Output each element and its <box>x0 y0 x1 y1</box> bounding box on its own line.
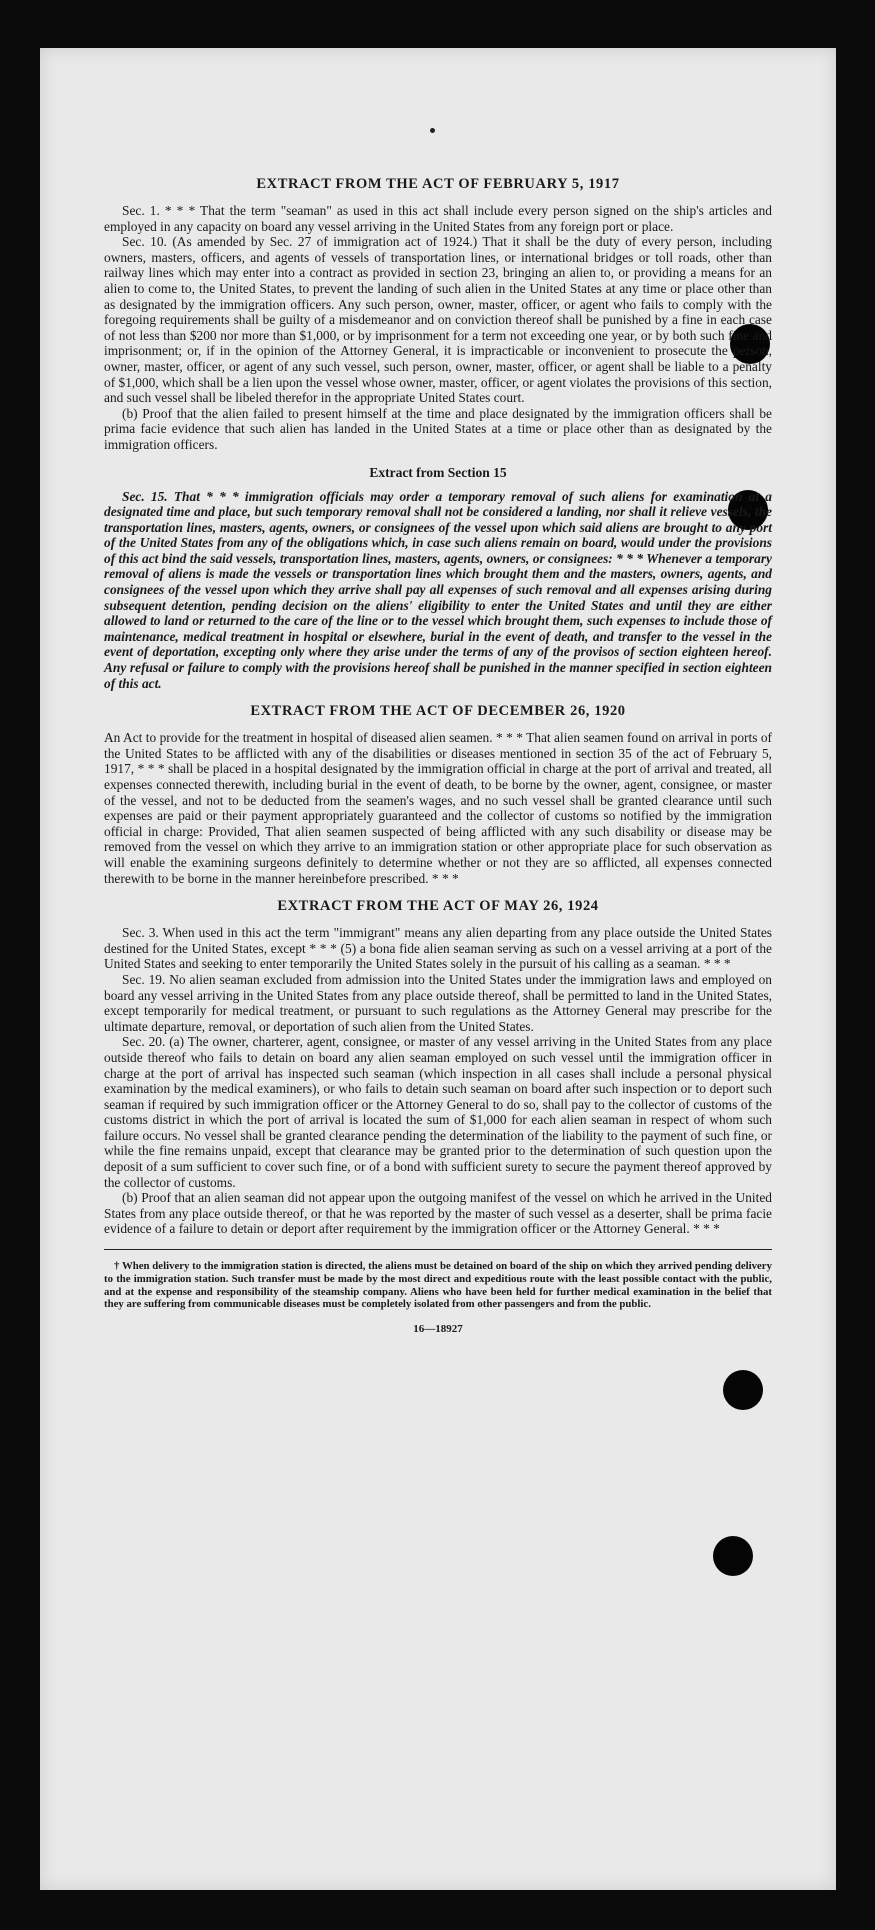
form-number: 16—18927 <box>413 1323 463 1336</box>
paragraph-sec-19: Sec. 19. No alien seaman excluded from admission into the United States under the immigration laws and employed on board any vessel arriving in the United States from any place outside thereof, shall be permitted to land in the United States, except temporarily for medical treatment, or pursuant to such regulations as the Attorney General may prescribe for the ultimate departure, removal, or deportation of such alien from the United States. <box>104 971 772 1034</box>
subheading-section-15: Extract from Section 15 <box>369 464 507 480</box>
heading-act-1924: EXTRACT FROM THE ACT OF MAY 26, 1924 <box>277 898 599 915</box>
paragraph-sec-20-a: Sec. 20. (a) The owner, charterer, agent, consignee, or master of any vessel arriving in the United States from any place outside thereof who fails to detain on board any alien seaman employed on such vessel until the immigration officer in charge at the port of arrival has inspected such seaman (which inspection in all cases shall include a personal physical examination by the medical examiners), or who fails to detain such seaman on board after such inspection or to deport such seaman if required by such immigration officer or the Attorney General to do so, shall pay to the collector of customs of the customs district in which the port of arrival is located the sum of $1,000 for each alien seaman in respect of whom such failure occurs. No vessel shall be granted clearance pending the determination of the liability to the payment of such fine, or while the fine remains unpaid, except that clearance may be granted prior to the determination of such question upon the deposit of a sum sufficient to cover such fine, or of a bond with sufficient surety to secure the payment thereof approved by the collector of customs. <box>104 1034 772 1190</box>
paragraph-sec-15: Sec. 15. That * * * immigration officials may order a temporary removal of such aliens for examination at a designated time and place, but such temporary removal shall not be considered a landing, nor shall it relieve vessels, the transportation lines, masters, agents, owners, or consignees of the vessel upon which said aliens are brought to any port of the United States from any of the obligations which, in case such aliens remain on board, would under the provisions of this act bind the said vessels, transportation lines, masters, agents, owners, or consignees: * * * Whenever a temporary removal of aliens is made the vessels or transportation lines which brought them and the masters, owners, agents, and consignees of the vessel upon which they arrive shall pay all expenses of such removal and all expenses arising during subsequent detention, pending decision on the aliens' eligibility to enter the United States and until they are either allowed to land or returned to the care of the line or to the vessel which brought them, such expenses to include those of maintenance, medical treatment in hospital or elsewhere, burial in the event of death, and transfer to the vessel in the event of deportation, excepting only where they arise under the terms of any of the provisos of section eighteen hereof. Any refusal or failure to comply with the provisions hereof shall be punished in the manner specified in section eighteen of this act. <box>104 488 772 691</box>
section-act-1920 <box>104 703 772 886</box>
section-act-1917 <box>104 176 772 453</box>
paragraph-sec-10: Sec. 10. (As amended by Sec. 27 of immigration act of 1924.) That it shall be the duty of every person, including owners, masters, officers, and agents of vessels of transportation lines, or international bridges or toll roads, other than railway lines which may enter into a contract as provided in section 23, bringing an alien to, or providing a means for an alien to come to, the United States, to prevent the landing of such alien in the United States at any time or place other than as designated by the immigration officers. Any such person, owner, master, officer, or agent who fails to comply with the foregoing requirements shall be guilty of a misdemeanor and on conviction thereof shall be punished by a fine in each case of not less than $200 nor more than $1,000, or by imprisonment for a term not exceeding one year, or by both such fine and imprisonment; or, if in the opinion of the Attorney General, it is impracticable or inconvenient to prosecute the person, owner, master, officer, or agent of any such vessel, such person, owner, master, officer, or agent shall be liable to a penalty of $1,000, which shall be a lien upon the vessel whose owner, master, officer, or agent violates the provisions of this section, and such vessel shall be libeled therefor in the appropriate United States court. <box>104 234 772 406</box>
paragraph-act-1920: An Act to provide for the treatment in hospital of diseased alien seamen. * * * That alien seamen found on arrival in ports of the United States to be afflicted with any of the disabilities or diseases mentioned in section 35 of the act of February 5, 1917, * * * shall be placed in a hospital designated by the immigration official in charge at the port of arrival and treated, all expenses connected therewith, including burial in the event of death, to be borne by the owner, agent, consignee, or master of the vessel, and not to be deducted from the seamen's wages, and no such vessel shall be granted clearance until such expenses are paid or their payment appropriately guaranteed and the collector of customs so notified by the immigration official in charge: Provided, That alien seamen suspected of being afflicted with any such disability or disease may be removed from the vessel on which they arrive to an immigration station or other appropriate place for such observation as will enable the examining surgeons definitely to determine whether or not they are so afflicted, all expenses connected therewith to be borne in the manner hereinbefore prescribed. * * * <box>104 730 772 886</box>
footnote: † When delivery to the immigration station is directed, the aliens must be detained on board of the ship on which they arrived pending delivery to the immigration station. Such transfer must be made by the most direct and expeditious route with the least possible contact with the public, and at the expense and responsibility of the steamship company. Aliens who have been held for further medical examination in the belief that they are suffering from communicable diseases must be completely isolated from other passengers and from the public. <box>104 1260 772 1311</box>
document-page <box>40 48 836 1890</box>
paragraph-sec-10-b: (b) Proof that the alien failed to present himself at the time and place designated by the immigration officers shall be prima facie evidence that such alien has landed in the United States at a time or place other than as designated by the immigration officers. <box>104 405 772 452</box>
paragraph-sec-3: Sec. 3. When used in this act the term "immigrant" means any alien departing from any place outside the United States destined for the United States, except * * * (5) a bona fide alien seaman serving as such on a vessel arriving at a port of the United States and seeking to enter temporarily the United States solely in the pursuit of his calling as a seaman. * * * <box>104 925 772 972</box>
paragraph-sec-1: Sec. 1. * * * That the term "seaman" as used in this act shall include every person signed on the ship's articles and employed in any capacity on board any vessel arriving in the United States from any foreign port or place. <box>104 203 772 234</box>
ink-dot <box>430 128 435 133</box>
paragraph-sec-20-b: (b) Proof that an alien seaman did not appear upon the outgoing manifest of the vessel on which he arrived in the United States from any place outside thereof, or that he was reported by the master of such vessel as a deserter, shall be prima facie evidence of a failure to detain or deport after requirement by the immigration officer or the Attorney General. * * * <box>104 1190 772 1237</box>
section-15-extract <box>104 465 772 692</box>
document-body <box>104 176 772 1335</box>
heading-act-1917: EXTRACT FROM THE ACT OF FEBRUARY 5, 1917 <box>256 176 620 192</box>
section-act-1924 <box>104 898 772 1237</box>
punch-hole-3 <box>723 1370 763 1410</box>
heading-act-1920: EXTRACT FROM THE ACT OF DECEMBER 26, 1920 <box>250 703 626 720</box>
punch-hole-4 <box>713 1536 753 1576</box>
footnote-divider <box>104 1249 772 1250</box>
